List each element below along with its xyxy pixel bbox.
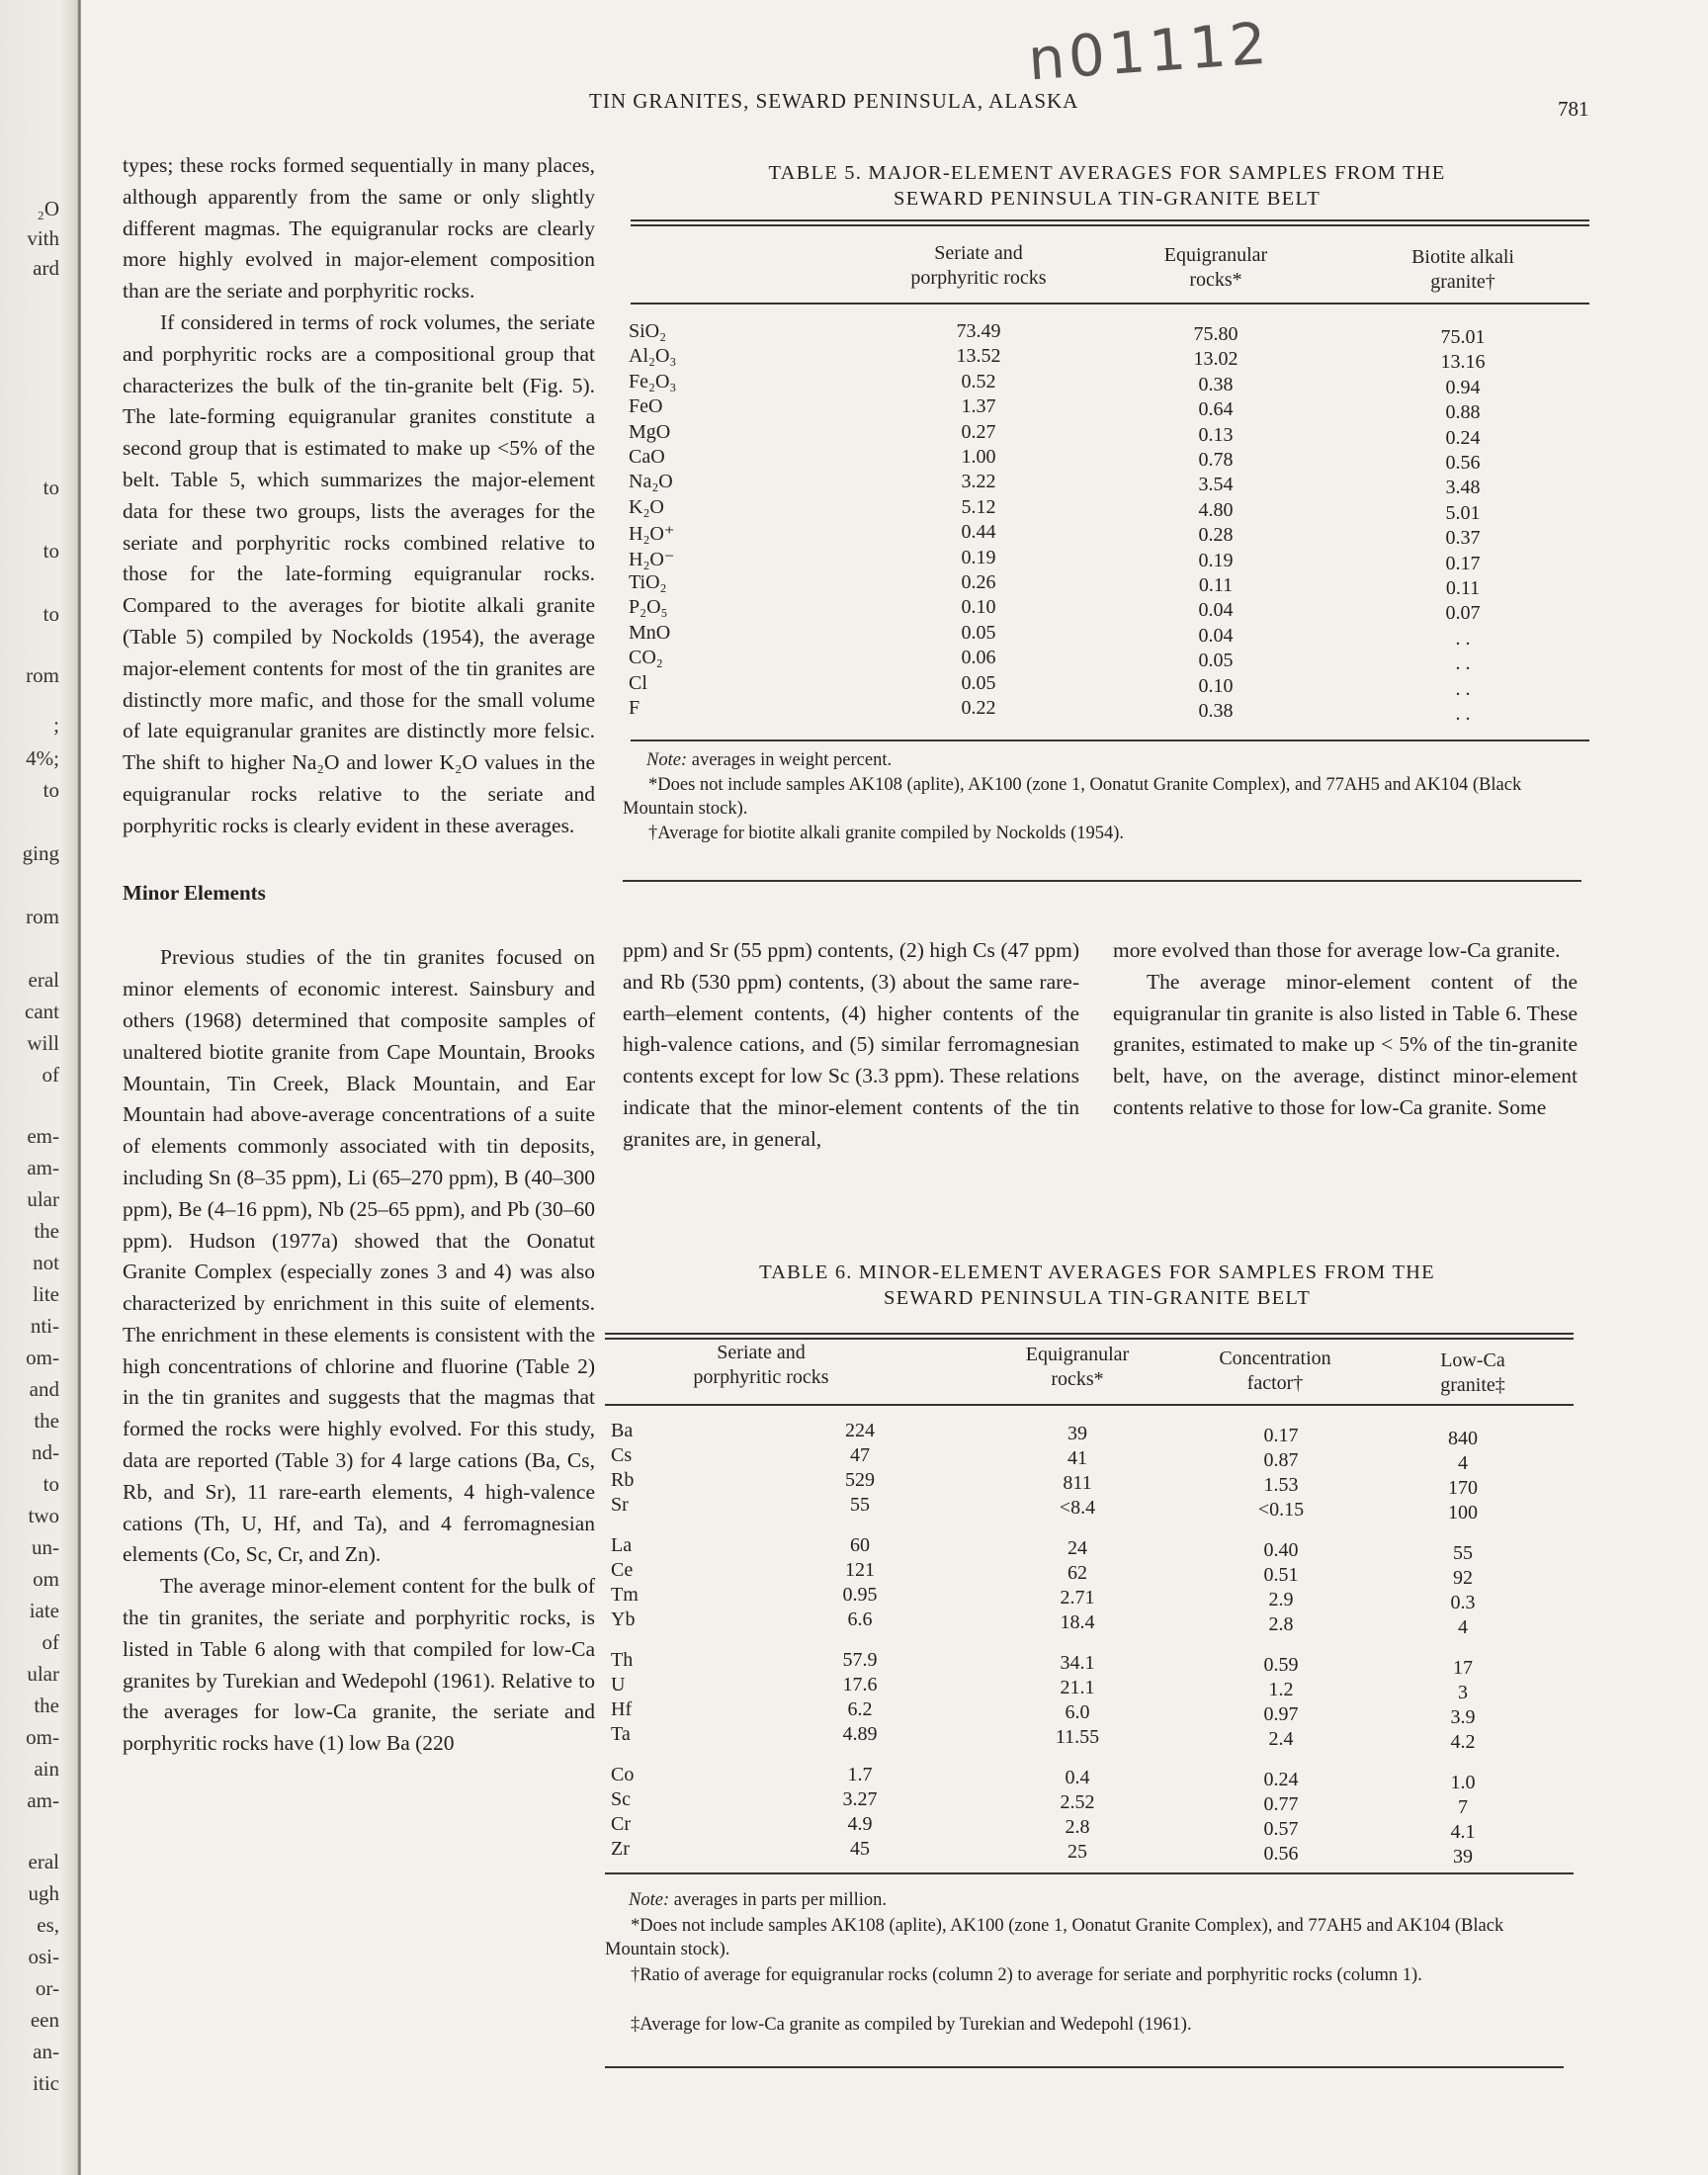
paragraph: types; these rocks formed sequentially in many places, although apparently from the same or only slightly different magmas. The equigranular rocks are clearly more highly evolved in major-element composition than are the seriate and porphyritic rocks. bbox=[123, 153, 595, 304]
facing-page-fragment: rom bbox=[26, 663, 59, 687]
table-cell: 17 bbox=[1453, 1656, 1473, 1679]
table-cell: 529 bbox=[845, 1469, 875, 1491]
facing-page-fragment: to bbox=[43, 539, 59, 563]
table-cell: 0.28 bbox=[1198, 524, 1234, 547]
paragraph: more evolved than those for average low-Ca granite. bbox=[1113, 938, 1561, 962]
table-cell: 121 bbox=[845, 1559, 875, 1581]
table-cell: 45 bbox=[850, 1838, 870, 1860]
table-cell: 34.1 bbox=[1060, 1651, 1095, 1674]
table-note bbox=[646, 748, 1585, 772]
table-footnote: *Does not include samples AK108 (aplite), AK100 (zone 1, Oonatut Granite Complex), and 77AH5 and AK104 (Black Mountain stock). bbox=[623, 775, 1522, 819]
table-cell: 3.9 bbox=[1450, 1705, 1476, 1728]
column-header bbox=[1107, 243, 1324, 293]
row-label: SiO₂ bbox=[629, 320, 667, 342]
table-cell: 21.1 bbox=[1060, 1676, 1095, 1698]
running-head: TIN GRANITES, SEWARD PENINSULA, ALASKA bbox=[589, 89, 1079, 113]
paragraph: The average minor-element content of the equigranular tin granite is also listed in Table 6. These granites, estimated to make up < 5% of the tin-granite belt, have, on the average, distinct minor-element contents relative to those for low-Ca granite. Some bbox=[1113, 969, 1578, 1119]
table-cell: 224 bbox=[845, 1420, 875, 1441]
facing-page-fragment: not bbox=[33, 1251, 59, 1274]
row-label: H₂O⁻ bbox=[629, 548, 675, 570]
facing-page-fragment: of bbox=[42, 1063, 59, 1087]
table-cell: 0.52 bbox=[961, 370, 996, 392]
table-cell: 62 bbox=[1068, 1561, 1087, 1584]
table-cell: . . bbox=[1455, 652, 1471, 675]
note-text: averages in weight percent. bbox=[687, 750, 893, 770]
table-cell: 73.49 bbox=[956, 320, 1001, 342]
table-cell: 0.11 bbox=[1445, 577, 1481, 599]
facing-page-fragment: 4%; bbox=[26, 746, 59, 770]
paragraph: ppm) and Sr (55 ppm) contents, (2) high Cs (47 ppm) and Rb (530 ppm) contents, (3) about the same rare-earth–element contents, (4) higher contents of the high-valence cations, and (5) similar ferromagnesian contents except for low Sc (3.3 ppm). These relations indicate that the minor-element contents of the tin granites are, in general, bbox=[623, 938, 1079, 1151]
header-line: granite† bbox=[1430, 271, 1495, 293]
table-cell: 0.17 bbox=[1445, 552, 1481, 574]
row-label: U bbox=[611, 1674, 626, 1696]
facing-page-fragment: the bbox=[34, 1219, 59, 1243]
facing-page-fragment: the bbox=[34, 1694, 59, 1717]
header-line: Seriate and bbox=[934, 242, 1023, 264]
table-cell: 2.8 bbox=[1065, 1815, 1090, 1838]
table-cell: 6.0 bbox=[1065, 1700, 1090, 1723]
table-cell: 0.51 bbox=[1263, 1564, 1299, 1586]
facing-page-fragment: to bbox=[43, 476, 59, 499]
table-cell: 0.04 bbox=[1198, 624, 1234, 647]
header-line: factor† bbox=[1246, 1372, 1304, 1394]
table-cell: 0.40 bbox=[1263, 1539, 1299, 1561]
table-cell: 811 bbox=[1063, 1471, 1092, 1494]
row-label: Co bbox=[611, 1764, 635, 1785]
header-line: Seriate and bbox=[717, 1342, 806, 1363]
header-line: porphyritic rocks bbox=[910, 267, 1047, 289]
row-label: Fe₂O₃ bbox=[629, 370, 677, 392]
table-cell: 24 bbox=[1068, 1536, 1087, 1559]
row-label: Th bbox=[611, 1649, 634, 1671]
table-cell: 2.52 bbox=[1060, 1790, 1095, 1813]
table-cell: 4.9 bbox=[847, 1813, 873, 1835]
table-cell: 0.13 bbox=[1198, 423, 1234, 446]
facing-page-fragment: om- bbox=[26, 1346, 59, 1369]
table-cell: 39 bbox=[1068, 1422, 1087, 1444]
table-rule bbox=[605, 1338, 1574, 1340]
table-cell: 0.4 bbox=[1065, 1766, 1090, 1788]
table-cell: 3.22 bbox=[961, 471, 996, 493]
facing-page-fragment: osi- bbox=[28, 1945, 59, 1968]
table-cell: 4 bbox=[1458, 1615, 1468, 1638]
table-cell: 1.2 bbox=[1268, 1679, 1294, 1700]
table-cell: 0.19 bbox=[1198, 549, 1234, 571]
table-cell: 57.9 bbox=[842, 1649, 878, 1671]
table-footnote: ‡Average for low-Ca granite as compiled by Turekian and Wedepohl (1961). bbox=[631, 2015, 1192, 2035]
row-label: Rb bbox=[611, 1469, 635, 1491]
table-cell: 0.88 bbox=[1445, 401, 1481, 424]
facing-page-fragment: ₂O bbox=[37, 197, 59, 220]
facing-page-fragment: of bbox=[42, 1630, 59, 1654]
facing-page-fragment: ugh bbox=[28, 1881, 59, 1905]
table-cell: 0.17 bbox=[1263, 1425, 1299, 1446]
table-cell: 5.12 bbox=[961, 495, 996, 518]
facing-page-fragment: ging bbox=[22, 841, 59, 865]
row-label: H₂O⁺ bbox=[629, 523, 675, 546]
text-column-middle bbox=[623, 935, 1079, 1156]
table-cell: 2.71 bbox=[1060, 1586, 1095, 1609]
table-cell: 3 bbox=[1458, 1681, 1468, 1703]
table-rule bbox=[631, 303, 1589, 304]
table-cell: 0.06 bbox=[961, 647, 996, 669]
table-rule bbox=[631, 740, 1589, 741]
row-label: Ta bbox=[611, 1723, 631, 1745]
facing-page-fragment: am- bbox=[27, 1788, 59, 1812]
table-cell: 1.37 bbox=[961, 395, 996, 418]
table-cell: 840 bbox=[1448, 1427, 1478, 1449]
table-cell: 0.04 bbox=[1198, 599, 1234, 622]
table-cell: 0.56 bbox=[1263, 1843, 1299, 1865]
note-label: Note: bbox=[629, 1890, 670, 1910]
table-cell: 75.01 bbox=[1440, 326, 1486, 348]
row-label: Na₂O bbox=[629, 471, 673, 493]
column-header bbox=[870, 241, 1087, 291]
row-label: Hf bbox=[611, 1698, 633, 1720]
facing-page-fragment: es, bbox=[37, 1913, 59, 1937]
table-cell: 170 bbox=[1448, 1476, 1478, 1499]
table-footnote: †Ratio of average for equigranular rocks (column 2) to average for seriate and porphyritic rocks (column 1). bbox=[631, 1965, 1422, 1985]
table-rule bbox=[623, 880, 1581, 882]
table-cell: 0.11 bbox=[1198, 574, 1234, 596]
header-line: Concentration bbox=[1219, 1348, 1331, 1369]
table-note bbox=[629, 1888, 1578, 1912]
table-cell: 7 bbox=[1458, 1795, 1468, 1818]
table-cell: 6.2 bbox=[847, 1698, 873, 1720]
table-cell: 0.77 bbox=[1263, 1793, 1299, 1815]
header-line: Equigranular bbox=[1025, 1344, 1130, 1365]
table-cell: 0.44 bbox=[961, 521, 996, 544]
table-cell: 13.52 bbox=[956, 345, 1001, 368]
row-label: Cs bbox=[611, 1444, 633, 1466]
facing-page-fragment: to bbox=[43, 602, 59, 626]
table-cell: 4.2 bbox=[1450, 1730, 1476, 1753]
row-label: Yb bbox=[611, 1609, 636, 1630]
table-cell: 0.05 bbox=[961, 671, 996, 694]
table-footnote: †Average for biotite alkali granite compiled by Nockolds (1954). bbox=[648, 824, 1125, 843]
facing-page-fragment: two bbox=[28, 1504, 59, 1527]
table-title-line: TABLE 5. MAJOR-ELEMENT AVERAGES FOR SAMPLES FROM THE bbox=[768, 162, 1446, 184]
table-cell: 0.10 bbox=[1198, 674, 1234, 697]
table-rule bbox=[605, 2066, 1564, 2068]
table-cell: <8.4 bbox=[1059, 1496, 1096, 1519]
note-label: Note: bbox=[646, 750, 688, 770]
row-label: CO₂ bbox=[629, 647, 663, 669]
table-title-line: SEWARD PENINSULA TIN-GRANITE BELT bbox=[894, 188, 1321, 210]
facing-page-fragment: lite bbox=[33, 1282, 59, 1306]
table-cell: 0.37 bbox=[1445, 527, 1481, 550]
facing-page-fragment: om- bbox=[26, 1725, 59, 1749]
table-cell: 0.94 bbox=[1445, 376, 1481, 398]
table-cell: 0.59 bbox=[1263, 1654, 1299, 1676]
row-label: Ba bbox=[611, 1420, 634, 1441]
table-rule bbox=[631, 219, 1589, 221]
table-rule bbox=[605, 1404, 1574, 1406]
facing-page-fragment: to bbox=[43, 1472, 59, 1496]
row-label: P₂O₅ bbox=[629, 596, 668, 619]
table-cell: . . bbox=[1455, 703, 1471, 725]
facing-page-fragment: iate bbox=[29, 1599, 59, 1622]
table-cell: 0.24 bbox=[1263, 1769, 1299, 1790]
header-line: rocks* bbox=[1051, 1368, 1104, 1390]
table-cell: <0.15 bbox=[1257, 1499, 1305, 1521]
table-cell: 100 bbox=[1448, 1501, 1478, 1523]
facing-page-fragment: cant bbox=[25, 1000, 59, 1023]
table-rule bbox=[631, 224, 1589, 226]
table-cell: 1.00 bbox=[961, 446, 996, 468]
facing-page-fragment: the bbox=[34, 1409, 59, 1433]
table-cell: 3.27 bbox=[842, 1788, 878, 1810]
facing-page-fragment: an- bbox=[33, 2040, 59, 2063]
table-cell: 47 bbox=[850, 1444, 870, 1466]
table-rule bbox=[605, 1872, 1574, 1874]
table-footnote: *Does not include samples AK108 (aplite), AK100 (zone 1, Oonatut Granite Complex), and 77AH5 and AK104 (Black Mountain stock). bbox=[605, 1916, 1504, 1959]
table-title bbox=[623, 1260, 1572, 1311]
table-cell: 55 bbox=[1453, 1541, 1473, 1564]
table-cell: 0.05 bbox=[961, 621, 996, 644]
row-label: Cl bbox=[629, 671, 647, 694]
table-cell: 0.24 bbox=[1445, 426, 1481, 449]
facing-page-fragment: or- bbox=[35, 1976, 59, 2000]
table-cell: 39 bbox=[1453, 1845, 1473, 1868]
row-label: TiO₂ bbox=[629, 571, 667, 593]
note-text: averages in parts per million. bbox=[669, 1890, 887, 1910]
row-label: Al₂O₃ bbox=[629, 345, 677, 368]
table-cell: 55 bbox=[850, 1494, 870, 1516]
table-cell: 4.80 bbox=[1198, 498, 1234, 521]
table-title bbox=[633, 160, 1581, 212]
table-cell: 0.64 bbox=[1198, 398, 1234, 421]
table-cell: 25 bbox=[1068, 1840, 1087, 1863]
table-cell: 0.38 bbox=[1198, 373, 1234, 395]
paragraph: Previous studies of the tin granites focused on minor elements of economic interest. Sainsbury and others (1968) determined that composite samples of unaltered biotite granite from Cape Mountain, Brooks Mountain, Tin Creek, Black Mountain, and Ear Mountain had above-average concentrations of a suite of elements commonly associated with tin deposits, including Sn (8–35 ppm), Li (65–270 ppm), B (40–300 ppm), Be (4–16 ppm), Nb (25–65 ppm), and Pb (30–60 ppm). Hudson (1977a) showed that the Oonatut Granite Complex (especially zones 3 and 4) was also characterized by enrichment in this suite of elements. The enrichment in these elements is consistent with the high concentrations of chlorine and fluorine (Table 2) in the tin granites and suggests that the magmas that formed the rocks were highly evolved. For this study, data are reported (Table 3) for 4 large cations (Ba, Cs, Rb, and Sr), 11 rare-earth elements, 4 high-valence cations (Th, U, Hf, and Ta), and 4 ferromagnesian elements (Co, Sc, Cr, and Zn). bbox=[123, 945, 595, 1567]
table-cell: 0.78 bbox=[1198, 449, 1234, 471]
facing-page-fragment: em- bbox=[27, 1124, 59, 1148]
table-cell: 0.10 bbox=[961, 596, 996, 619]
row-label: Sc bbox=[611, 1788, 631, 1810]
table-rule bbox=[605, 1333, 1574, 1335]
table-cell: 1.53 bbox=[1263, 1474, 1299, 1496]
table-cell: 0.57 bbox=[1263, 1818, 1299, 1840]
document-stamp: n01112 bbox=[1025, 9, 1273, 94]
table-cell: 0.07 bbox=[1445, 602, 1481, 625]
table-cell: 0.19 bbox=[961, 546, 996, 568]
table-cell: 11.55 bbox=[1055, 1725, 1100, 1748]
header-line: granite‡ bbox=[1440, 1374, 1505, 1396]
facing-page-fragment: rom bbox=[26, 905, 59, 928]
table-cell: 3.48 bbox=[1445, 477, 1481, 499]
facing-page-fragment: ard bbox=[33, 256, 59, 280]
table-cell: 1.7 bbox=[847, 1764, 873, 1785]
row-label: K₂O bbox=[629, 495, 664, 518]
facing-page-fragment: vith bbox=[27, 226, 59, 250]
facing-page-fragment: eral bbox=[28, 1850, 59, 1873]
table-cell: 0.3 bbox=[1450, 1591, 1476, 1613]
table-cell: 60 bbox=[850, 1534, 870, 1556]
column-header bbox=[969, 1343, 1186, 1392]
table-cell: 6.6 bbox=[847, 1609, 873, 1630]
facing-page-fragment: ain bbox=[34, 1757, 59, 1781]
table-cell: 1.0 bbox=[1450, 1771, 1476, 1793]
row-label: Zr bbox=[611, 1838, 630, 1860]
facing-page-fragment: ular bbox=[27, 1187, 59, 1211]
row-label: Ce bbox=[611, 1559, 634, 1581]
row-label: CaO bbox=[629, 446, 665, 468]
header-line: Low-Ca bbox=[1440, 1349, 1505, 1371]
facing-page-fragment: will bbox=[27, 1031, 59, 1055]
paragraph: The average minor-element content for the bulk of the tin granites, the seriate and porphyritic rocks, is listed in Table 6 along with that compiled for low-Ca granites by Turekian and Wedepohl (1961). Relative to the averages for low-Ca granite, the seriate and porphyritic rocks have (1) low Ba (220 bbox=[123, 1574, 595, 1756]
table-cell: 0.56 bbox=[1445, 452, 1481, 474]
header-line: rocks* bbox=[1189, 269, 1242, 291]
facing-page-fragment: ular bbox=[27, 1662, 59, 1686]
page-number: 781 bbox=[1558, 97, 1589, 121]
facing-page-fragment: nti- bbox=[30, 1314, 59, 1338]
table-cell: 4 bbox=[1458, 1451, 1468, 1474]
table-cell: 0.22 bbox=[961, 697, 996, 719]
table-cell: 92 bbox=[1453, 1566, 1473, 1589]
facing-page-fragment: een bbox=[30, 2008, 59, 2032]
section-heading: Minor Elements bbox=[123, 880, 266, 905]
table-cell: . . bbox=[1455, 627, 1471, 650]
facing-page-fragment: to bbox=[43, 778, 59, 802]
table-cell: 4.89 bbox=[842, 1723, 878, 1745]
facing-page-fragment: un- bbox=[32, 1535, 59, 1559]
table-title-line: TABLE 6. MINOR-ELEMENT AVERAGES FOR SAMPLES FROM THE bbox=[759, 1262, 1435, 1283]
table-cell: 0.95 bbox=[842, 1584, 878, 1606]
table-cell: 2.9 bbox=[1268, 1589, 1294, 1610]
facing-page-fragment: eral bbox=[28, 968, 59, 992]
row-label: Tm bbox=[611, 1584, 639, 1606]
table-cell: 0.97 bbox=[1263, 1703, 1299, 1725]
table-cell: 4.1 bbox=[1450, 1820, 1476, 1843]
row-label: MgO bbox=[629, 420, 671, 443]
paragraph: If considered in terms of rock volumes, the seriate and porphyritic rocks are a compositional group that characterizes the bulk of the tin-granite belt (Fig. 5). The late-forming equigranular granites constitute a second group that is estimated to make up <5% of the belt. Table 5, which summarizes the major-element data for these two groups, lists the averages for the seriate and porphyritic rocks combined relative to those for the late-forming equigranular rocks. Compared to the averages for biotite alkali granite (Table 5) compiled by Nockolds (1954), the average major-element contents for most of the tin granites are distinctly more mafic, and those for the small volume of late equigranular granites are distinctly more felsic. The shift to higher Na₂O and lower K₂O values in the equigranular rocks relative to the seriate and porphyritic rocks is clearly evident in these averages. bbox=[123, 309, 595, 837]
table-cell: 5.01 bbox=[1445, 501, 1481, 524]
facing-page-fragment: ; bbox=[53, 713, 59, 737]
column-header bbox=[1364, 1348, 1581, 1398]
facing-page-fragment: nd- bbox=[32, 1440, 59, 1464]
facing-page-fragment: and bbox=[29, 1377, 59, 1401]
header-line: Biotite alkali bbox=[1411, 246, 1514, 268]
table-cell: 0.27 bbox=[961, 420, 996, 443]
table-cell: 17.6 bbox=[842, 1674, 878, 1696]
column-header bbox=[652, 1341, 870, 1390]
row-label: F bbox=[629, 697, 640, 719]
table-cell: 2.8 bbox=[1268, 1613, 1294, 1635]
table-cell: 13.16 bbox=[1440, 351, 1486, 374]
table-cell: . . bbox=[1455, 677, 1471, 700]
column-header bbox=[1354, 245, 1572, 295]
table-cell: 75.80 bbox=[1193, 323, 1238, 345]
table-cell: 13.02 bbox=[1193, 348, 1238, 371]
row-label: Cr bbox=[611, 1813, 631, 1835]
table-cell: 18.4 bbox=[1060, 1610, 1095, 1633]
table-title-line: SEWARD PENINSULA TIN-GRANITE BELT bbox=[884, 1287, 1311, 1309]
row-label: FeO bbox=[629, 395, 663, 418]
row-label: La bbox=[611, 1534, 633, 1556]
text-column-left bbox=[123, 150, 595, 1760]
facing-page-fragment: am- bbox=[27, 1156, 59, 1179]
table-cell: 0.87 bbox=[1263, 1449, 1299, 1471]
text-column-right bbox=[1113, 935, 1578, 1124]
row-label: Sr bbox=[611, 1494, 629, 1516]
facing-page-fragment: om bbox=[33, 1567, 59, 1591]
table-cell: 0.26 bbox=[961, 571, 996, 593]
table-cell: 41 bbox=[1068, 1446, 1087, 1469]
row-label: MnO bbox=[629, 621, 671, 644]
table-cell: 0.05 bbox=[1198, 650, 1234, 672]
column-header bbox=[1166, 1347, 1384, 1396]
facing-page-fragment: itic bbox=[33, 2071, 59, 2095]
table-cell: 0.38 bbox=[1198, 700, 1234, 722]
header-line: Equigranular bbox=[1163, 244, 1268, 266]
header-line: porphyritic rocks bbox=[693, 1366, 829, 1388]
table-cell: 3.54 bbox=[1198, 474, 1234, 496]
table-cell: 2.4 bbox=[1268, 1728, 1294, 1750]
